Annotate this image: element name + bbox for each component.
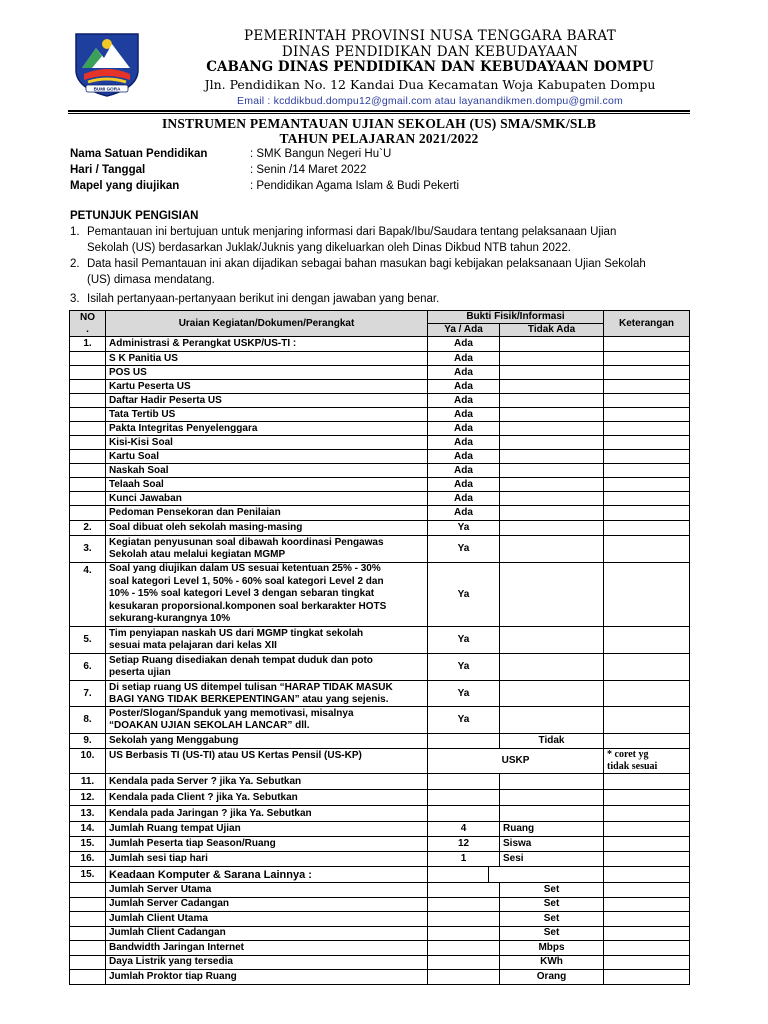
instruction-item: 2. Data hasil Pemantauan ini akan dijadikan sebagai bahan masukan bagi kebijakan pelaksanaan Ujian Sekolah (US) dimasa mendatang. bbox=[70, 258, 646, 286]
svg-text:BUMI GORA: BUMI GORA bbox=[93, 86, 121, 92]
info-subject: Mapel yang diujikan : Pendidikan Agama Islam & Budi Pekerti bbox=[70, 180, 460, 192]
provincial-logo bbox=[72, 30, 142, 98]
instructions-title: PETUNJUK PENGISIAN bbox=[70, 210, 199, 222]
table-row: Bandwidth Jaringan Internet Mbps bbox=[70, 941, 690, 956]
instruction-item: 3. Isilah pertanyaan-pertanyaan berikut ini dengan jawaban yang benar. bbox=[70, 293, 440, 305]
table-row: Pakta Integritas Penyelenggara Ada bbox=[70, 422, 690, 436]
table-row: 15. Jumlah Peserta tiap Season/Ruang 12 Siswa bbox=[70, 837, 690, 852]
table-row: Kartu Soal Ada bbox=[70, 450, 690, 464]
table-row: 2. Soal dibuat oleh sekolah masing-masing Ya bbox=[70, 521, 690, 536]
table-row: Kartu Peserta US Ada bbox=[70, 380, 690, 394]
table-row: 5. Tim penyiapan naskah US dari MGMP tingkat sekolah sesuai mata pelajaran dari kelas XII Ya bbox=[70, 627, 690, 654]
table-row: 12. Kendala pada Client ? jika Ya. Sebutkan bbox=[70, 790, 690, 806]
table-row: 10. US Berbasis TI (US-TI) atau US Kertas Pensil (US-KP) USKP * coret yg tidak sesuai bbox=[70, 749, 690, 774]
table-row: POS US Ada bbox=[70, 366, 690, 380]
table-row: Jumlah Server Cadangan Set bbox=[70, 897, 690, 912]
table-row: Jumlah Proktor tiap Ruang Orang bbox=[70, 970, 690, 985]
table-row: 13. Kendala pada Jaringan ? jika Ya. Sebutkan bbox=[70, 806, 690, 822]
header-address: Jln. Pendidikan No. 12 Kandai Dua Kecamatan Woja Kabupaten Dompu bbox=[204, 77, 656, 92]
header-uraian: Uraian Kegiatan/Dokumen/Perangkat bbox=[106, 311, 428, 337]
document-year: TAHUN PELAJARAN 2021/2022 bbox=[279, 131, 479, 146]
table-row: Kisi-Kisi Soal Ada bbox=[70, 436, 690, 450]
table-row: Pedoman Pensekoran dan Penilaian Ada bbox=[70, 506, 690, 521]
table-row: 6. Setiap Ruang disediakan denah tempat duduk dan poto peserta ujian Ya bbox=[70, 654, 690, 681]
table-row: 8. Poster/Slogan/Spanduk yang memotivasi, misalnya “DOAKAN UJIAN SEKOLAH LANCAR” dll. Ya bbox=[70, 707, 690, 734]
table-row: 9. Sekolah yang Menggabung Tidak bbox=[70, 734, 690, 749]
table-row: 11. Kendala pada Server ? jika Ya. Sebutkan bbox=[70, 774, 690, 790]
table-row: Tata Tertib US Ada bbox=[70, 408, 690, 422]
header-ya: Ya / Ada bbox=[428, 324, 500, 337]
header-branch: CABANG DINAS PENDIDIKAN DAN KEBUDAYAAN DOMPU bbox=[206, 59, 654, 75]
header-keterangan: Keterangan bbox=[604, 311, 690, 337]
table-row: 3. Kegiatan penyusunan soal dibawah koordinasi Pengawas Sekolah atau melalui kegiatan MGMP Ya bbox=[70, 536, 690, 563]
header-rule bbox=[68, 110, 690, 112]
table-row: Jumlah Client Cadangan Set bbox=[70, 926, 690, 941]
header-no: NO . bbox=[70, 311, 106, 337]
table-row: Jumlah Client Utama Set bbox=[70, 912, 690, 927]
header-email: Email : kcddikbud.dompu12@gmail.com atau layanandikmen.dompu@gmil.com bbox=[237, 95, 623, 107]
instruction-item: 1. Pemantauan ini bertujuan untuk menjaring informasi dari Bapak/Ibu/Saudara tentang pelaksanaan Ujian Sekolah (US) berdasarkan Juklak/Juknis yang dikeluarkan oleh Dinas Dikbud NTB tahun 2022. bbox=[70, 226, 617, 254]
table-row: 7. Di setiap ruang US ditempel tulisan “HARAP TIDAK MASUK BAGI YANG TIDAK BERKEPENTINGAN” atau yang sejenis. Ya bbox=[70, 681, 690, 707]
document-title: INSTRUMEN PEMANTAUAN UJIAN SEKOLAH (US) SMA/SMK/SLB bbox=[161, 116, 597, 131]
monitoring-table bbox=[69, 310, 690, 985]
table-row: Jumlah Server Utama Set bbox=[70, 883, 690, 898]
table-row: Daya Listrik yang tersedia KWh bbox=[70, 955, 690, 970]
header-government: PEMERINTAH PROVINSI NUSA TENGGARA BARAT bbox=[243, 28, 617, 44]
info-school: Nama Satuan Pendidikan : SMK Bangun Negeri Hu`U bbox=[70, 148, 392, 160]
table-row: 1. Administrasi & Perangkat USKP/US-TI : Ada bbox=[70, 337, 690, 352]
table-row: 14. Jumlah Ruang tempat Ujian 4 Ruang bbox=[70, 822, 690, 837]
table-row: 4. Soal yang diujikan dalam US sesuai ketentuan 25% - 30% soal kategori Level 1, 50% - 60% soal kategori Level 2 dan 10% - 15% soal kategori Level 3 dengan sebaran tingkat kesukaran proporsional.komponen soal berkarakter HOTS sekurang-kurangnya 10% Ya bbox=[70, 563, 690, 627]
info-date: Hari / Tanggal : Senin /14 Maret 2022 bbox=[70, 164, 367, 176]
header-rule-thin bbox=[68, 113, 690, 114]
instructions bbox=[70, 208, 690, 307]
header-bukti: Bukti Fisik/Informasi bbox=[428, 311, 604, 324]
table-row: 15. Keadaan Komputer & Sarana Lainnya : bbox=[70, 867, 690, 883]
note-cell: * coret yg tidak sesuai bbox=[604, 749, 690, 774]
table-row: Kunci Jawaban Ada bbox=[70, 492, 690, 506]
table-row: Daftar Hadir Peserta US Ada bbox=[70, 394, 690, 408]
table-row: Naskah Soal Ada bbox=[70, 464, 690, 478]
header-agency: DINAS PENDIDIKAN DAN KEBUDAYAAN bbox=[281, 44, 579, 60]
table-row: 16. Jumlah sesi tiap hari 1 Sesi bbox=[70, 852, 690, 867]
header-tidak: Tidak Ada bbox=[500, 324, 604, 337]
table-row: S K Panitia US Ada bbox=[70, 352, 690, 366]
table-row: Telaah Soal Ada bbox=[70, 478, 690, 492]
